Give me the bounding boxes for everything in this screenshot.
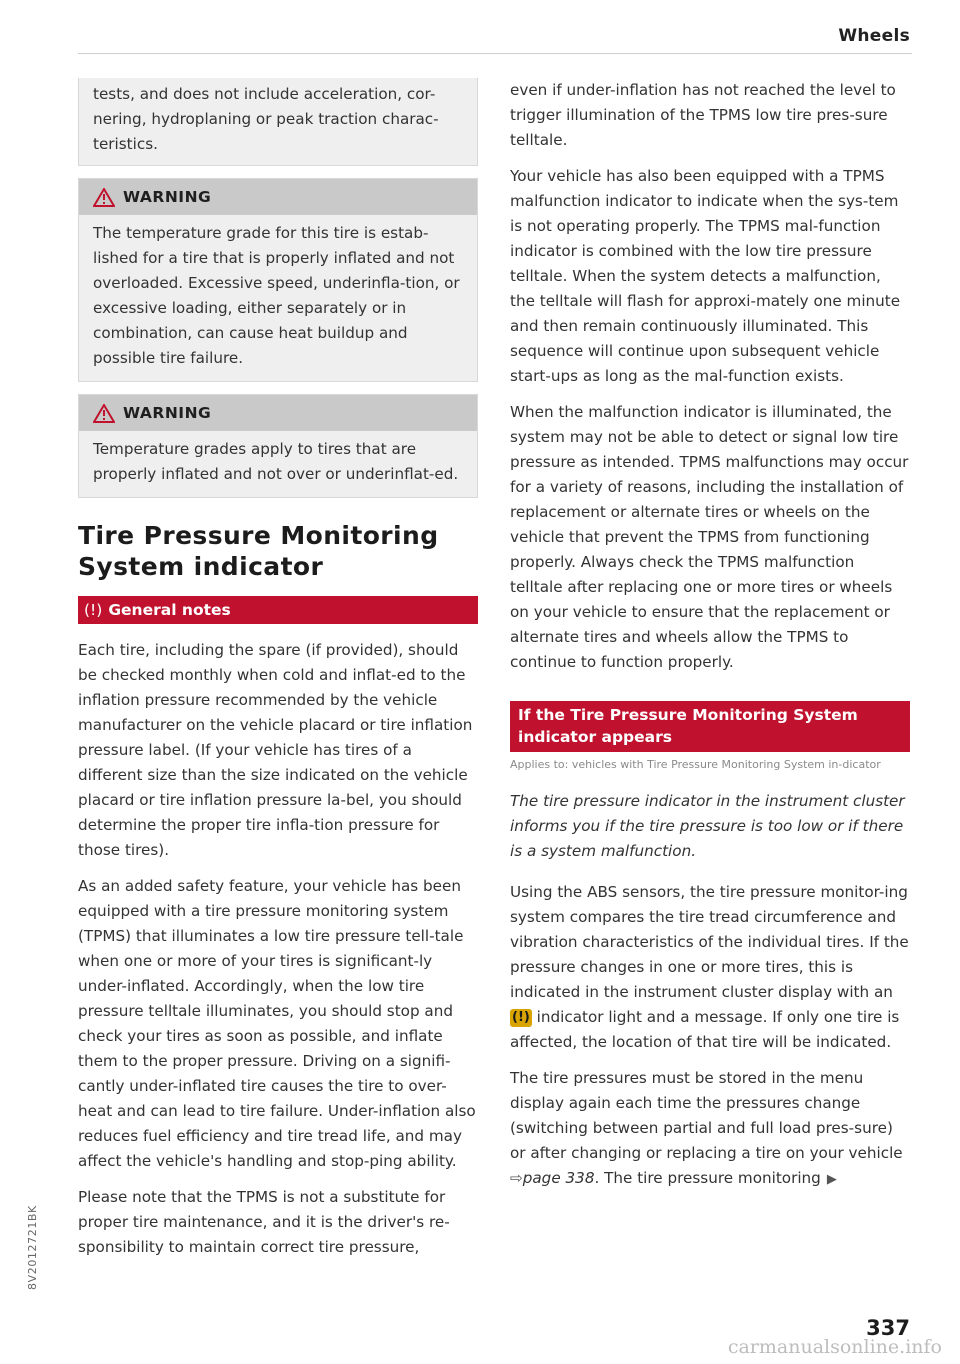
right-column: [510, 78, 910, 1192]
tire-pressure-icon: (!): [84, 601, 103, 619]
body-paragraph: As an added safety feature, your vehicle has been equipped with a tire pressure monitoring system (TPMS) that illuminates a low tire pressure tell-tale when one or more of your tires is significant-ly under-inflated. Accordingly, when the low tire pressure telltale illuminates, you should stop and check your tires as soon as possible, and inflate them to the proper pressure. Driving on a signifi-cantly under-inflated tire causes the tire to over-heat and can lead to tire failure. Under-inflation also reduces fuel efficiency and tire tread life, and may affect the vehicle's handling and stop-ping ability.: [78, 877, 476, 1170]
warning-triangle-icon: [93, 404, 115, 423]
body-paragraph: [510, 1066, 910, 1192]
warning-text: Temperature grades apply to tires that are properly inflated and not over or underinflat-ed.: [93, 440, 459, 483]
header-rule: [78, 53, 912, 54]
tire-pressure-indicator-icon: (!): [512, 1010, 530, 1025]
body-paragraph: Please note that the TPMS is not a substitute for proper tire maintenance, and it is the driver's re-sponsibility to maintain correct tire pressure,: [78, 1188, 450, 1256]
paragraph-text: The tire pressures must be stored in the menu display again each time the pressures change (switching between partial and full load pres-sure) or after changing or replacing a tire on your vehicle: [510, 1069, 903, 1162]
warning-header: [79, 395, 477, 431]
warning-box-1: [78, 178, 478, 382]
page-number: 337: [866, 1316, 910, 1340]
side-document-code: 8V2012721BK: [26, 1205, 39, 1290]
body-paragraph: [510, 880, 910, 1055]
warning-title: WARNING: [123, 188, 212, 206]
cross-reference-arrow-icon: ⇨: [510, 1169, 523, 1187]
body-paragraph: even if under-inflation has not reached the level to trigger illumination of the TPMS low tire pres-sure telltale.: [510, 81, 896, 149]
general-notes-label: General notes: [108, 601, 231, 619]
paragraph-text: . The tire pressure monitoring: [594, 1169, 821, 1187]
warning-title: WARNING: [123, 404, 212, 422]
warning-box-2: [78, 394, 478, 498]
note-box: [78, 78, 478, 166]
left-column: [78, 78, 478, 1260]
warning-header: [79, 179, 477, 215]
intro-paragraph: The tire pressure indicator in the instrument cluster informs you if the tire pressure is too low or if there is a system malfunction.: [510, 792, 905, 860]
continue-arrow-icon: ▶: [826, 1172, 837, 1187]
body-paragraph: When the malfunction indicator is illuminated, the system may not be able to detect or signal low tire pressure as intended. TPMS malfunctions may occur for a variety of reasons, including the installation of replacement or alternate tires or wheels on the vehicle that prevent the TPMS from functioning properly. Always check the TPMS malfunction telltale after replacing one or more tires or wheels on your vehicle to ensure that the replacement or alternate tires and wheels allow the TPMS to continue to function properly.: [510, 403, 909, 671]
warning-body: [79, 215, 477, 381]
watermark: carmanualsonline.info: [727, 1336, 942, 1358]
note-text: tests, and does not include acceleration, cor-nering, hydroplaning or peak traction charac-teristics.: [93, 85, 439, 153]
paragraph-text: Using the ABS sensors, the tire pressure monitor-ing system compares the tire tread circumference and vibration characteristics of the individual tires. If the pressure changes in one or more tires, this is indicated in the instrument cluster display with an: [510, 883, 909, 1001]
paragraph-text: indicator light and a message. If only one tire is affected, the location of that tire will be indicated.: [510, 1008, 900, 1051]
section-heading: Tire Pressure Monitoring System indicator: [78, 521, 439, 581]
subsection-title: If the Tire Pressure Monitoring System indicator appears: [510, 701, 910, 752]
section-title: Wheels: [838, 26, 910, 46]
general-notes-bar: [78, 596, 478, 624]
warning-body: [79, 431, 477, 497]
applies-to-note: Applies to: vehicles with Tire Pressure Monitoring System in-dicator: [510, 758, 881, 771]
body-paragraph: Your vehicle has also been equipped with a TPMS malfunction indicator to indicate when the sys-tem is not operating properly. The TPMS mal-function indicator is combined with the low tire pressure telltale. When the system detects a malfunction, the telltale will flash for approxi-mately one minute and then remain continuously illuminated. This sequence will continue upon subsequent vehicle start-ups as long as the mal-function exists.: [510, 167, 901, 385]
page-reference-link[interactable]: page 338: [522, 1169, 595, 1187]
warning-text: The temperature grade for this tire is estab-lished for a tire that is properly inflated and not overloaded. Excessive speed, underinfla-tion, or excessive loading, either separately or in combination, can cause heat buildup and possible tire failure.: [93, 224, 460, 367]
warning-triangle-icon: [93, 188, 115, 207]
body-paragraph: Each tire, including the spare (if provided), should be checked monthly when cold and inflat-ed to the inflation pressure recommended by the vehicle manufacturer on the vehicle placard or tire inflation pressure label. (If your vehicle has tires of a different size than the size indicated on the vehicle placard or tire inflation pressure la-bel, you should determine the proper tire infla-tion pressure for those tires).: [78, 641, 473, 859]
